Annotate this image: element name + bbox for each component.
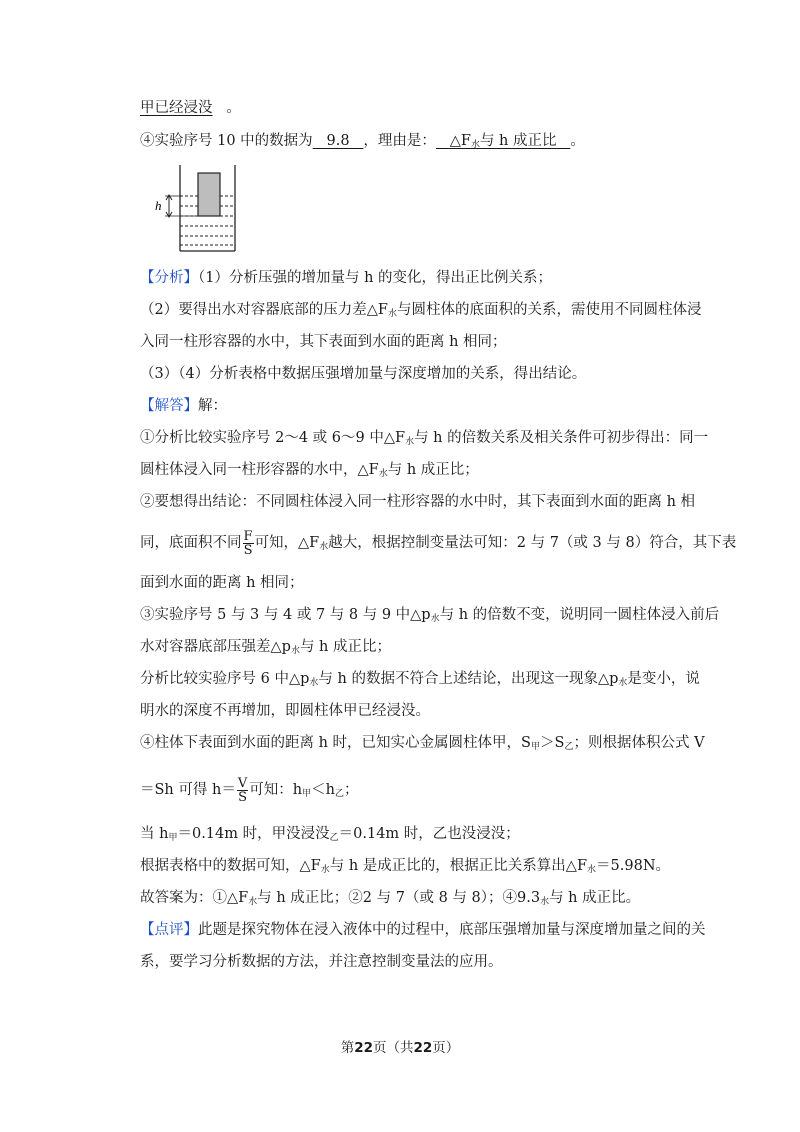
experiment-figure bbox=[150, 163, 240, 255]
solution-heading: 【解答】解： bbox=[140, 398, 227, 414]
comment-tag: 【点评】 bbox=[140, 922, 198, 938]
solution-line-1: ①分析比较实验序号 2～4 或 6～9 中$\triangle F_水$与 h 的倍数关系及相关条件可初步得出：同一 bbox=[140, 430, 709, 447]
solution-line-10: ④柱体下表面到水面的距离 h 时，已知实心金属圆柱体甲，$S_甲>S_乙$；则根据体积公式 V bbox=[140, 735, 705, 752]
solution-line-12: 当 $h_甲=0.14m$ 时，甲没浸没$_乙$＝0.14m 时，乙也没浸没； bbox=[140, 826, 520, 843]
comment-line-2: 系，要学习分析数据的方法，并注意控制变量法的应用。 bbox=[140, 954, 503, 970]
page-footer: 第22页（共22页） bbox=[340, 1040, 460, 1056]
solution-line-3: ②要想得出结论：不同圆柱体浸入同一柱形容器的水中时，其下表面到水面的距离 h 相 bbox=[140, 494, 696, 510]
analysis-line-2: （2）要得出水对容器底部的压力差$\triangle F_水$与圆柱体的底面积的关系，需使用不同圆柱体浸 bbox=[140, 302, 702, 319]
solution-line-8: 分析比较实验序号 6 中$\triangle p_水$与 h 的数据不符合上述结论，出现这一现象$\triangle p_水$是变小，说 bbox=[140, 671, 700, 688]
solution-line-5: 面到水面的距离 h 相同； bbox=[140, 575, 304, 591]
solution-line-6: ③实验序号 5 与 3 与 4 或 7 与 8 与 9 中$\triangle p_水$与 h 的倍数不变，说明同一圆柱体浸入前后 bbox=[140, 607, 720, 624]
solution-line-13: 根据表格中的数据可知，$\triangle F_水$与 h 是成正比的，根据正比关系算出$\triangle F_水=5.98N$。 bbox=[140, 858, 671, 875]
fraction-f-over-s: $\frac{F}{S}$ bbox=[243, 528, 253, 558]
final-answer-line: 故答案为：$①\triangle F_水$与 h 成正比；②2 与 7（或 8 与 8）；$④9.3_水$与 h 成正比。 bbox=[140, 890, 641, 907]
analysis-line-4: （3）（4）分析表格中数据压强增加量与深度增加的关系，得出结论。 bbox=[140, 366, 587, 382]
solution-line-4: 同，底面积不同 $\frac{F}{S}$ 可知，$\triangle F_水$越大，根据控制变量法可知：2 与 7（或 3 与 8）符合，其下表 bbox=[140, 528, 737, 558]
comment-line-1: 【点评】此题是探究物体在浸入液体中的过程中，底部压强增加量与深度增加量之间的关 bbox=[140, 922, 706, 938]
answer-blank-value: 9.8 bbox=[326, 133, 350, 149]
answer-line-3: 甲已经浸没 。 bbox=[140, 100, 241, 116]
page-number: 22 bbox=[354, 1040, 373, 1056]
solution-line-2: 圆柱体浸入同一柱形容器的水中，$\triangle F_水$与 h 成正比； bbox=[140, 462, 479, 479]
page-total: 22 bbox=[413, 1040, 433, 1056]
analysis-tag: 【分析】 bbox=[140, 270, 198, 286]
solution-tag: 【解答】 bbox=[140, 398, 198, 414]
analysis-line-3: 入同一柱形容器的水中，其下表面到水面的距离 h 相同； bbox=[140, 334, 507, 350]
answer-blank-reason: $\triangle F_水$与 h 成正比 bbox=[449, 133, 557, 150]
solution-line-9: 明水的深度不再增加，即圆柱体甲已经浸没。 bbox=[140, 703, 430, 719]
solution-line-7: 水对容器底部压强差$\triangle p_水$与 h 成正比； bbox=[140, 639, 392, 656]
answer-blank: 甲已经浸没 bbox=[140, 100, 213, 116]
answer-line-4: ④实验序号 10 中的数据为 9.8 ，理由是： $\triangle F_水$与 h 成正比 。 bbox=[140, 133, 585, 150]
solution-line-11: ＝Sh 可得 h＝ $\frac{V}{S}$ 可知：$h_甲<h_乙$； bbox=[140, 775, 359, 805]
fraction-v-over-s: $\frac{V}{S}$ bbox=[237, 775, 248, 805]
analysis-line-1: 【分析】（1）分析压强的增加量与 h 的变化，得出正比例关系； bbox=[140, 270, 553, 286]
depth-label: h bbox=[155, 198, 162, 213]
